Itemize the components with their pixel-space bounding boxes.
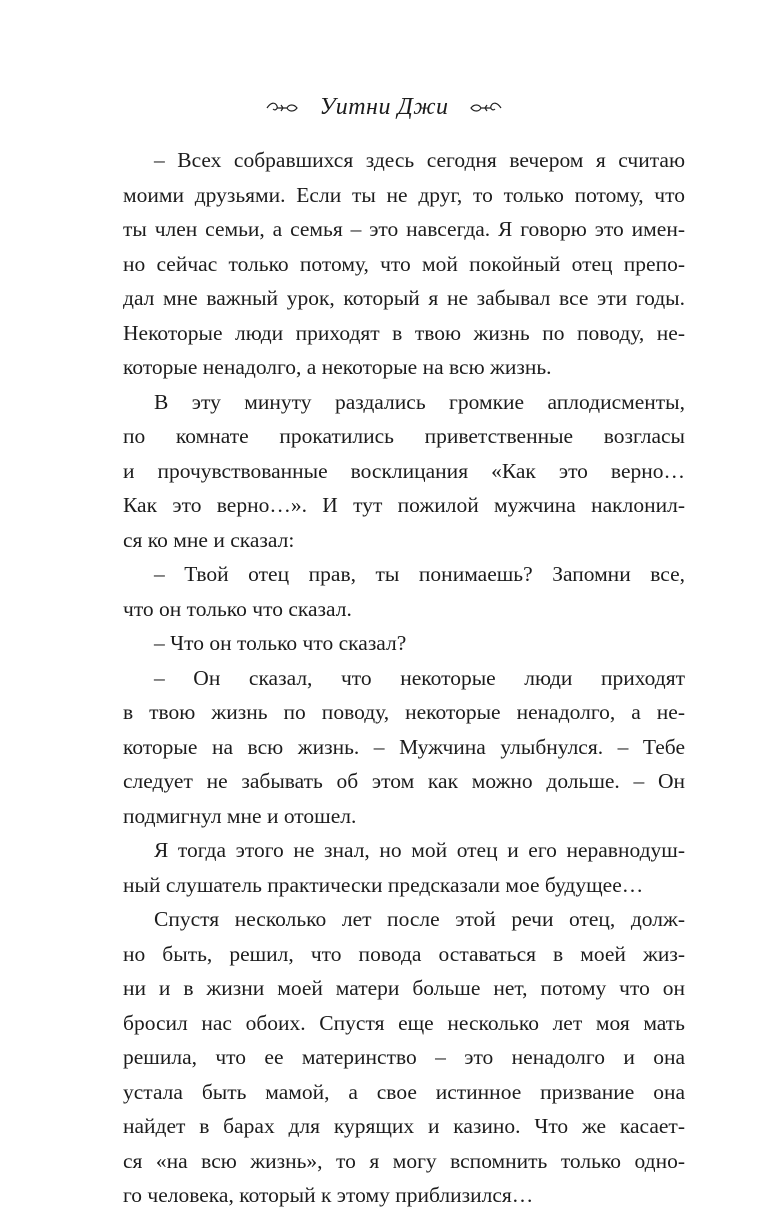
text-line: В эту минуту раздались громкие аплодисменты, [154, 389, 685, 414]
text-line: ты член семьи, а семья – это навсегда. Я говорю это имен- [123, 217, 685, 241]
text-line: дал мне важный урок, который я не забывал все эти годы. [123, 286, 685, 310]
text-line: что он только что сказал. [123, 596, 352, 621]
text-line: – Он сказал, что некоторые люди приходят [154, 665, 685, 690]
text-line: и прочувствованные восклицания «Как это верно… [123, 458, 685, 483]
text-line: го человека, который к этому приблизился… [123, 1183, 534, 1207]
text-line: в твою жизнь по поводу, некоторые ненадолго, а не- [123, 700, 685, 724]
text-line: ся «на всю жизнь», то я могу вспомнить только одно- [123, 1148, 685, 1173]
text-line: бросил нас обоих. Спустя еще несколько лет моя мать [123, 1010, 685, 1035]
text-line: Спустя несколько лет после этой речи отец, долж- [154, 907, 685, 931]
text-line: Некоторые люди приходят в твою жизнь по поводу, не- [123, 320, 685, 345]
left-ornament-icon [265, 101, 299, 115]
text-line: по комнате прокатились приветственные возгласы [123, 424, 685, 448]
body-text [123, 143, 685, 1213]
text-line: Я тогда этого не знал, но мой отец и его неравнодуш- [154, 838, 685, 862]
text-line: следует не забывать об этом как можно дольше. – Он [123, 769, 685, 793]
text-line: но быть, решил, что повода оставаться в моей жиз- [123, 941, 685, 966]
text-line: Как это верно…». И тут пожилой мужчина наклонил- [123, 493, 685, 517]
text-line: ный слушатель практически предсказали мое будущее… [123, 872, 644, 897]
text-line: подмигнул мне и отошел. [123, 803, 357, 828]
text-line: ся ко мне и сказал: [123, 527, 295, 552]
text-line: решила, что ее материнство – это ненадолго и она [123, 1045, 685, 1069]
text-line: – Что он только что сказал? [154, 631, 407, 655]
running-head [0, 92, 768, 122]
right-ornament-icon [469, 101, 503, 115]
text-line: которые ненадолго, а некоторые на всю жизнь. [123, 355, 552, 379]
text-line: которые на всю жизнь. – Мужчина улыбнулся. – Тебе [123, 734, 685, 759]
author-name: Уитни Джи [319, 94, 449, 120]
text-line: найдет в барах для курящих и казино. Что же касает- [123, 1114, 685, 1138]
text-line: – Твой отец прав, ты понимаешь? Запомни все, [154, 562, 685, 586]
text-line: – Всех собравшихся здесь сегодня вечером я считаю [154, 148, 685, 172]
text-line: устала быть мамой, а свое истинное призвание она [123, 1079, 685, 1104]
text-line: моими друзьями. Если ты не друг, то только потому, что [123, 182, 685, 207]
text-line: ни и в жизни моей матери больше нет, потому что он [123, 976, 685, 1000]
text-line: но сейчас только потому, что мой покойный отец препо- [123, 251, 685, 276]
